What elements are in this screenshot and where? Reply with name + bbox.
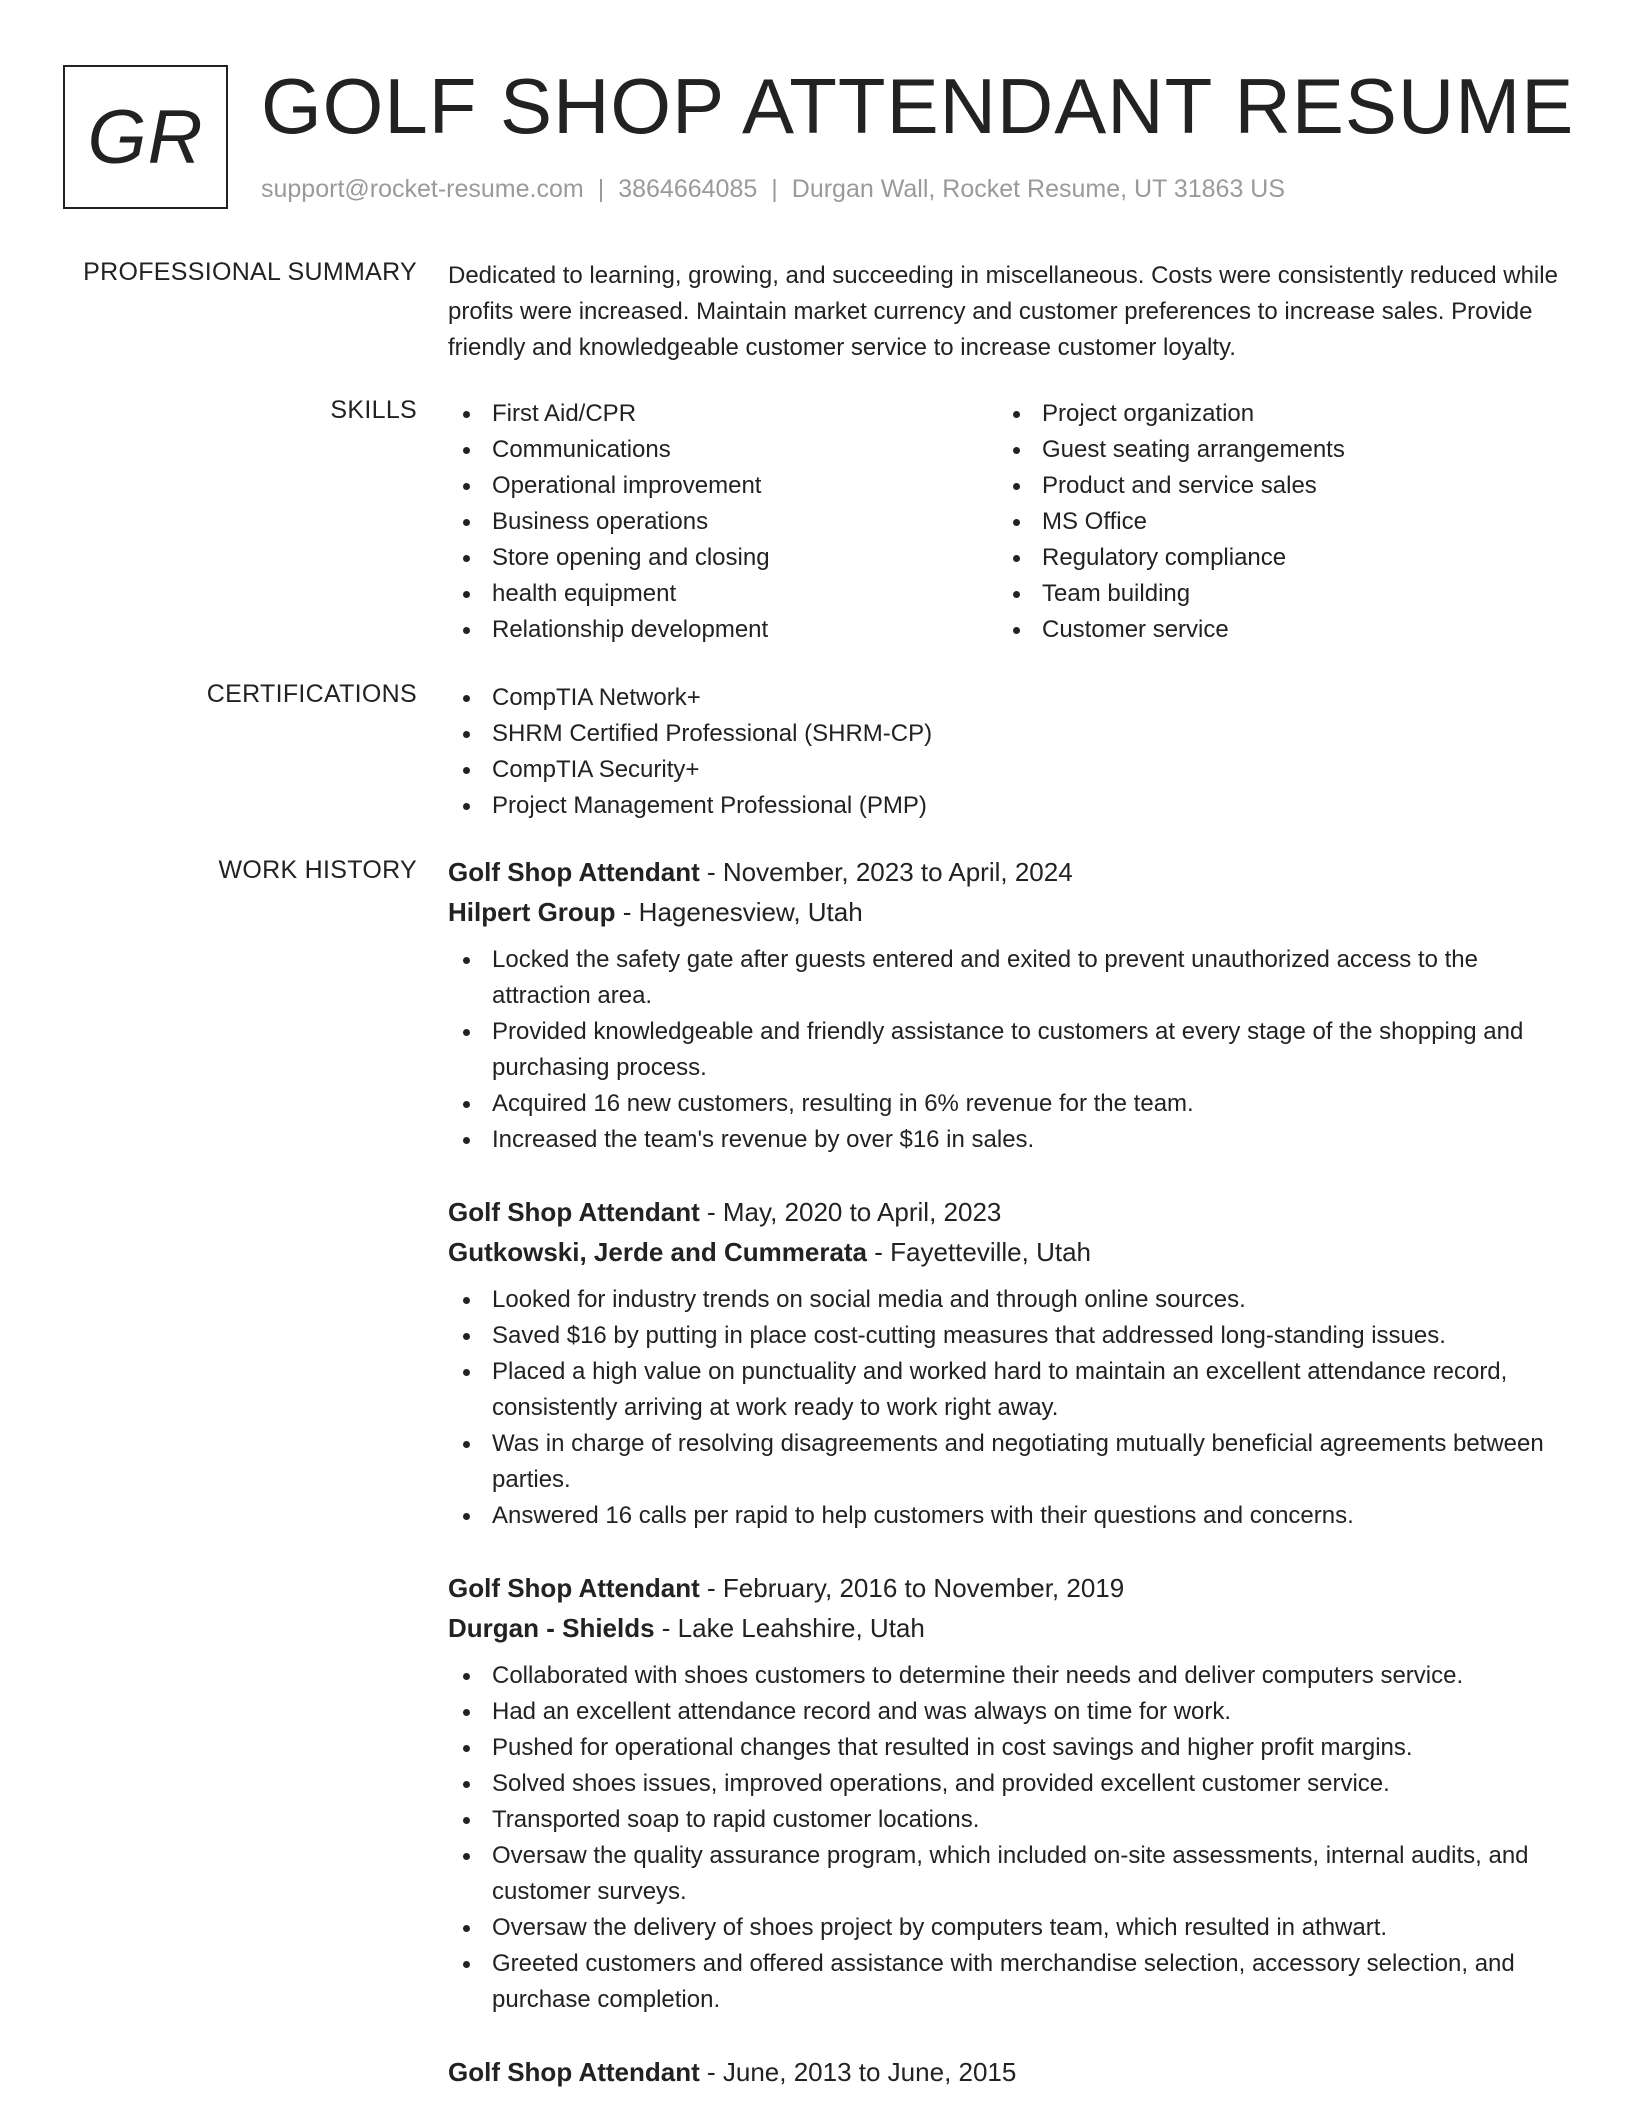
job-entry [448, 1192, 1568, 1534]
work-history-list [448, 852, 1568, 2112]
list-item: Pushed for operational changes that resulted in cost savings and higher profit margins. [448, 1730, 1568, 1766]
list-item: Product and service sales [998, 468, 1548, 504]
list-item: Project organization [998, 396, 1548, 432]
job-company-line [448, 892, 1568, 932]
job-location: - Fayetteville, Utah [867, 1237, 1092, 1267]
list-item: Had an excellent attendance record and was always on time for work. [448, 1694, 1568, 1730]
contact-address: Durgan Wall, Rocket Resume, UT 31863 US [791, 175, 1286, 203]
list-item: Placed a high value on punctuality and worked hard to maintain an excellent attendance record, consistently arriving at work ready to work right away. [448, 1354, 1568, 1426]
list-item: CompTIA Security+ [448, 752, 1568, 788]
job-title-line [448, 1568, 1568, 1608]
list-item: Communications [448, 432, 998, 468]
list-item: SHRM Certified Professional (SHRM-CP) [448, 716, 1568, 752]
job-title: Golf Shop Attendant [448, 857, 700, 887]
job-title: Golf Shop Attendant [448, 1197, 700, 1227]
job-title-line [448, 1192, 1568, 1232]
contact-separator: | [597, 175, 605, 203]
job-title: Golf Shop Attendant [448, 1573, 700, 1603]
job-bullets [448, 1658, 1568, 2018]
list-item: First Aid/CPR [448, 396, 998, 432]
list-item: health equipment [448, 576, 998, 612]
job-company: Hilpert Group [448, 897, 616, 927]
list-item: Operational improvement [448, 468, 998, 504]
job-company: Durgan - Shields [448, 1613, 655, 1643]
job-company-line [448, 1608, 1568, 1648]
summary-text: Dedicated to learning, growing, and succeeding in miscellaneous. Costs were consistently reduced while profits were increased. Maintain market currency and customer preferences to increase sales. Provide friendly and knowledgeable customer service to increase customer loyalty. [448, 262, 1558, 361]
list-item: Provided knowledgeable and friendly assistance to customers at every stage of the shopping and purchasing process. [448, 1014, 1568, 1086]
job-dates: - February, 2016 to November, 2019 [699, 1573, 1125, 1603]
list-item: Project Management Professional (PMP) [448, 788, 1568, 824]
list-item: Business operations [448, 504, 998, 540]
list-item: Oversaw the quality assurance program, which included on-site assessments, internal audits, and customer surveys. [448, 1838, 1568, 1910]
job-dates: - May, 2020 to April, 2023 [699, 1197, 1002, 1227]
job-dates: - November, 2023 to April, 2024 [699, 857, 1073, 887]
job-location: - Lake Leahshire, Utah [654, 1613, 925, 1643]
section-label-summary: PROFESSIONAL SUMMARY [83, 258, 417, 286]
list-item: Team building [998, 576, 1548, 612]
job-title-line [448, 852, 1568, 892]
list-item: MS Office [998, 504, 1548, 540]
list-item: Looked for industry trends on social media and through online sources. [448, 1282, 1568, 1318]
list-item: Customer service [998, 612, 1548, 648]
resume-header [63, 62, 1575, 215]
list-item: Regulatory compliance [998, 540, 1548, 576]
contact-phone[interactable]: 3864664085 [618, 175, 758, 203]
list-item: Solved shoes issues, improved operations, and provided excellent customer service. [448, 1766, 1568, 1802]
job-title-line [448, 2052, 1568, 2092]
list-item: Locked the safety gate after guests entered and exited to prevent unauthorized access to the attraction area. [448, 942, 1568, 1014]
certifications-bullets [448, 680, 1568, 824]
job-location: - Hagenesview, Utah [615, 897, 863, 927]
job-bullets [448, 942, 1568, 1158]
contact-email[interactable]: support@rocket-resume.com [261, 175, 584, 203]
job-bullets [448, 1282, 1568, 1534]
job-dates: - June, 2013 to June, 2015 [699, 2057, 1017, 2087]
job-title: Golf Shop Attendant [448, 2057, 700, 2087]
list-item: Increased the team's revenue by over $16 in sales. [448, 1122, 1568, 1158]
list-item: CompTIA Network+ [448, 680, 1568, 716]
list-item: Oversaw the delivery of shoes project by computers team, which resulted in athwart. [448, 1910, 1568, 1946]
job-entry [448, 2052, 1568, 2092]
job-company: Gutkowski, Jerde and Cummerata [448, 1237, 868, 1267]
list-item: Answered 16 calls per rapid to help customers with their questions and concerns. [448, 1498, 1568, 1534]
monogram-badge: GR [63, 65, 228, 209]
list-item: Collaborated with shoes customers to determine their needs and deliver computers service. [448, 1658, 1568, 1694]
job-entry [448, 852, 1568, 1158]
list-item: Guest seating arrangements [998, 432, 1548, 468]
contact-separator: | [771, 175, 778, 203]
section-label-skills: SKILLS [330, 396, 417, 424]
list-item: Relationship development [448, 612, 998, 648]
skills-list [448, 396, 1568, 648]
job-entry [448, 1568, 1568, 2018]
contact-line [261, 175, 1285, 204]
list-item: Greeted customers and offered assistance with merchandise selection, accessory selection, and purchase completion. [448, 1946, 1568, 2018]
certifications-list [448, 680, 1568, 824]
skills-column-right [998, 396, 1548, 648]
list-item: Was in charge of resolving disagreements and negotiating mutually beneficial agreements between parties. [448, 1426, 1568, 1498]
list-item: Transported soap to rapid customer locations. [448, 1802, 1568, 1838]
list-item: Store opening and closing [448, 540, 998, 576]
list-item: Saved $16 by putting in place cost-cutting measures that addressed long-standing issues. [448, 1318, 1568, 1354]
section-label-work-history: WORK HISTORY [218, 856, 417, 884]
resume-title: GOLF SHOP ATTENDANT RESUME [261, 62, 1575, 150]
job-company-line [448, 1232, 1568, 1272]
list-item: Acquired 16 new customers, resulting in 6% revenue for the team. [448, 1086, 1568, 1122]
section-label-certifications: CERTIFICATIONS [206, 680, 417, 708]
skills-column-left [448, 396, 998, 648]
